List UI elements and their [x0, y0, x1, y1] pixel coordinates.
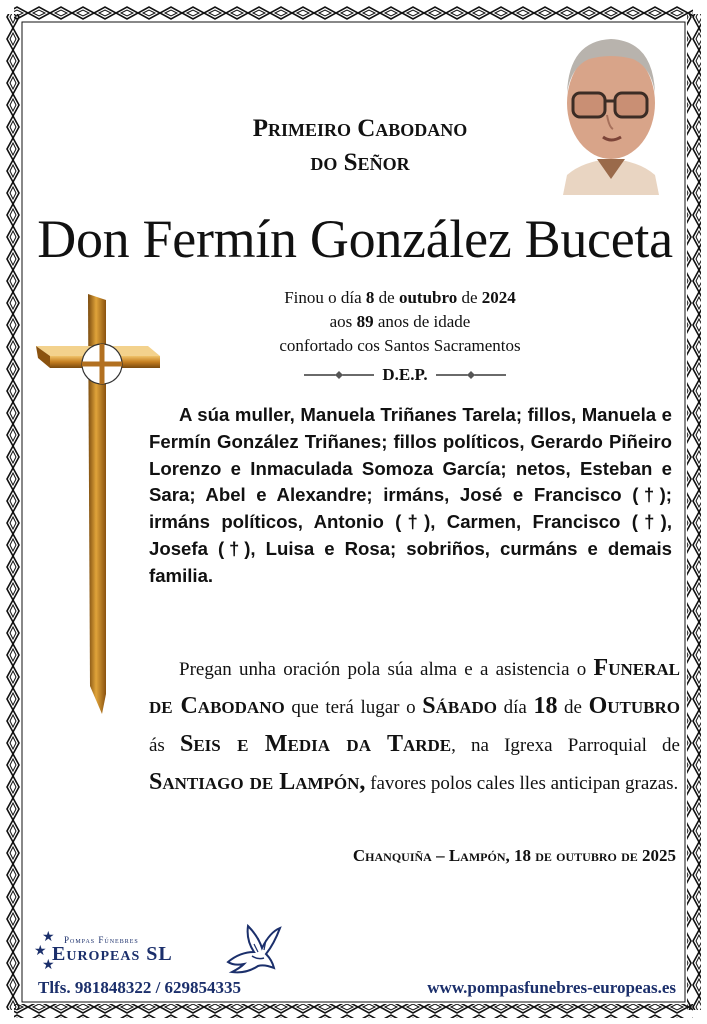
- service-day: 18: [533, 693, 558, 719]
- star-icon: ★: [42, 958, 55, 973]
- dep-ornament-row: [280, 362, 530, 388]
- phone-numbers: Tlfs. 981848322 / 629854335: [38, 978, 242, 997]
- death-line-2: aos 89 anos de idade: [329, 312, 471, 331]
- prayer-paragraph: Pregan unha oración pola súa alma e a asistencia o Funeral de Cabodano que terá lugar o Sábado día 18 de Outubro ás Seis e Media da Tarde, na Igrexa Parroquial de Santiago de Lampón, favores polos cales lles anticipan grazas.: [149, 655, 681, 795]
- website-link[interactable]: www.pompasfunebres-europeas.es: [427, 978, 676, 997]
- death-details: [230, 286, 570, 358]
- logo-subtitle: Pompas Fúnebres: [64, 935, 139, 945]
- cross-icon: [36, 294, 160, 714]
- star-icon: ★: [34, 944, 47, 959]
- heading-line-2: do Señor: [310, 149, 410, 176]
- heading-line-1: Primeiro Cabodano: [252, 115, 468, 142]
- family-paragraph: A súa muller, Manuela Triñanes Tarela; fillos, Manuela e Fermín González Triñanes; fillos políticos, Gerardo Piñeiro Lorenzo e Inmaculada Somoza García; netos, Esteban e Sara; Abel e Alexandre; irmáns, José e Francisco (†); irmáns políticos, Antonio (†), Carmen, Francisco (†), Josefa (†), Luisa e Rosa; sobriños, curmáns e demais familia.: [149, 404, 672, 586]
- service-month: Outubro: [588, 693, 681, 719]
- service-time: Seis e Media da Tarde: [179, 731, 452, 757]
- deceased-name: Don Fermín González Buceta: [37, 209, 673, 269]
- service-place: Santiago de Lampón,: [149, 769, 366, 795]
- funeral-label: Funeral de Cabodano: [149, 655, 680, 719]
- dove-icon: [224, 922, 282, 976]
- weekday-label: Sábado: [422, 693, 497, 719]
- service-heading: [150, 112, 570, 180]
- deceased-photo: [553, 33, 669, 195]
- death-line-3: confortado cos Santos Sacramentos: [279, 336, 521, 355]
- ornament-right-icon: [436, 370, 506, 380]
- dep-label: D.E.P.: [382, 365, 428, 384]
- death-line-1: Finou o día 8 de outubro de 2024: [284, 288, 516, 307]
- date-line: Chanquiña – Lampón, 18 de outubro de 2025: [352, 846, 676, 865]
- company-logo: [34, 925, 234, 975]
- ornament-left-icon: [304, 370, 374, 380]
- star-icon: ★: [42, 930, 55, 945]
- logo-title: Europeas SL: [52, 943, 173, 965]
